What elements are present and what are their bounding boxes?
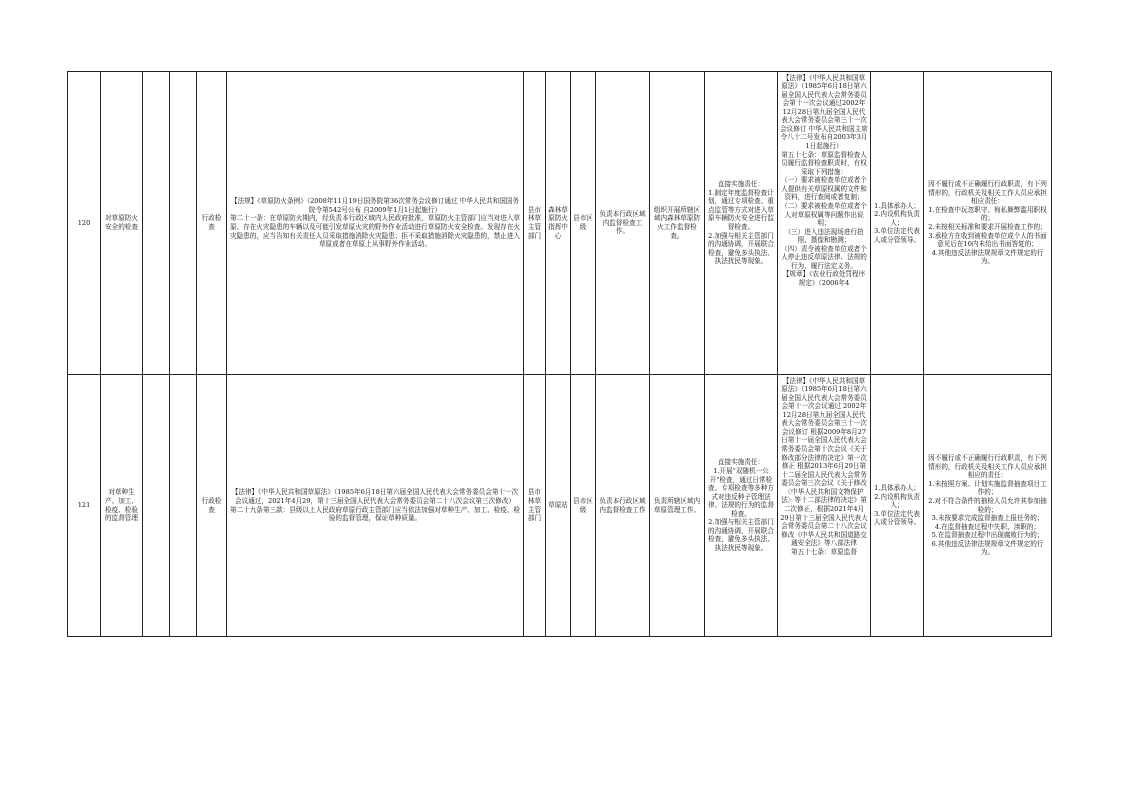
sub-item — [143, 72, 170, 375]
implementing-unit: 森林草原防火指挥中心 — [546, 72, 571, 375]
accountability-law: 【法律】《中华人民共和国草原法》（1985年6月18日第六届全国人民代表大会常务委员会第十一次会议通过2002年12月28日第九届全国人民代表大会常务委员会第三十一次会议修订 中华人民共和国主席令八十二号发布自2003年3月1日起施行） 第五十七条：草原监督检查人员履行监督检查职责时，有权采取下列措施： （一）要求被检查单位或者个人提供有关草原权属的文件和资料，进行查阅或者复制； （二）要求被检查单位或者个人对草原权属等问题作出说明； （三）进入违法现场进行拍照、摄像和勘测； （四）责令被检查单位或者个人停止违反草原法律、法规的行为，履行法定义务。 【规章】《农业行政处罚程序规定》（2006年4 — [780, 73, 868, 287]
item-code — [170, 375, 197, 637]
table-row — [68, 375, 1052, 637]
check-scope: 负责所辖区域内草原管理工作。 — [650, 375, 705, 637]
department: 县市林草主管部门 — [524, 375, 546, 637]
responsible-subject: 1.具体承办人； 2.内设机构负责人； 3.单位法定代表人或分管领导。 — [871, 375, 924, 637]
responsible-subject: 1.具体承办人； 2.内设机构负责人； 3.单位法定代表人或分管领导。 — [871, 72, 924, 375]
duty: 直接实施责任： 1.开展"双随机一公开"检查，通过日常检查、专项检查等多种方式对违反种子管理法律、法规的行为的监督检查。 2.加强与相关主管部门的沟通协调，开展联合检查，避免多头执法、执法扰民等现象。 — [705, 375, 778, 637]
legal-basis: 【法律】《中华人民共和国草原法》（1985年6月18日第六届全国人民代表大会常务委员会第十一次会议通过，2021年4月29，第十三届全国人民代表大会常务委员会第二十八次会议第三次修改） 第二十九条第三款：县级以上人民政府草原行政主管部门应当依法加强对草种生产、加工、检疫、检验的监督管理，保证草种质量。 — [227, 375, 524, 637]
row-number: 120 — [68, 72, 101, 375]
level: 县市区级 — [571, 375, 596, 637]
accountability-law-cell — [778, 375, 871, 637]
table-row — [68, 72, 1052, 375]
accountability: 因不履行或不正确履行行政职责，有下列情形的，行政机关及相关工作人员应承担相应的责任： 1.未按照方案、计划实施监督抽查项目工作的； 2.对不符合条件的抽检人员允许其参加抽检的； 3.未按要求完成监督抽查上报任务的； 4.在监督抽查过程中失职、渎职的； 5.在监督抽查过程中出现腐败行为的； 6.其他违反法律法规规章文件规定的行为。 — [924, 375, 1052, 637]
item-name: 对草种生产、加工、检疫、检验的监督管理 — [101, 375, 143, 637]
item-type: 行政检查 — [197, 72, 227, 375]
check-content: 负责本行政区域内监督检查工作。 — [596, 72, 650, 375]
accountability-law: 【法律】《中华人民共和国草原法》（1985年6月18日第六届全国人民代表大会常务委员会第十一次会议通过 2002年12月28日第九届全国人民代表大会常务委员会第三十一次会议修订 根据2009年8月27日第十一届全国人民代表大会常务委员会第十次会议《关于修改部分法律的决定》第一次修正 根据2013年6月29日第十二届全国人民代表大会常务委员会第三次会议《关于修改〈中华人民共和国文物保护法〉等十二部法律的决定》第二次修正，根据2021年4月29日第十三届全国人民代表大会常务委员会第二十八次会议修改《中华人民共和国道路交通安全法》等八部法律 第五十七条：草原监督 — [780, 376, 868, 556]
check-scope: 组织开展所辖区域内森林草原防火工作监督检查。 — [650, 72, 705, 375]
department: 县市林草主管部门 — [524, 72, 546, 375]
permission-table — [67, 71, 1052, 637]
implementing-unit: 草原站 — [546, 375, 571, 637]
item-code — [170, 72, 197, 375]
sub-item — [143, 375, 170, 637]
item-name: 对草原防火安全的检查 — [101, 72, 143, 375]
level: 县市区级 — [571, 72, 596, 375]
duty: 直接实施责任： 1.制定年度监督检查计划，通过专项检查、重点监管等方式对进入草原车辆防火安全进行监督检查。 2.加强与相关主管部门的沟通协调，开展联合检查，避免多头执法、执法扰民等现象。 — [705, 72, 778, 375]
check-content: 负责本行政区域内监督检查工作 — [596, 375, 650, 637]
item-type: 行政检查 — [197, 375, 227, 637]
row-number: 121 — [68, 375, 101, 637]
accountability-law-cell — [778, 72, 871, 375]
legal-basis: 【法规】《草原防火条例》（2008年11月19日国务院第36次常务会议修订通过 中华人民共和国国务院令第542号公布 自2009年1月1日起施行） 第二十一条：在草原防火期内，经负责本行政区域内人民政府批准，草原防火主管部门应当对进入草原、存在火灾隐患的车辆以及可能引发草原火灾的野外作业活动进行草原防火安全检查。发现存在火灾隐患的，应当告知有关责任人员采取措施消除火灾隐患；拒不采取措施消除火灾隐患的，禁止进入草原或者在草原上从事野外作业活动。 — [227, 72, 524, 375]
accountability: 因不履行或不正确履行行政职责，有下列情形的，行政机关及相关工作人员应承担相应责任： 1.在检查中玩忽职守、徇私舞弊滥用职权的； 2.未按相关标准和要求开展检查工作的； 3.承检方在收到被检查单位或个人的书面意见后在10内未给出书面答复的； 4.其他违反法律法规规章文件规定的行为。 — [924, 72, 1052, 375]
